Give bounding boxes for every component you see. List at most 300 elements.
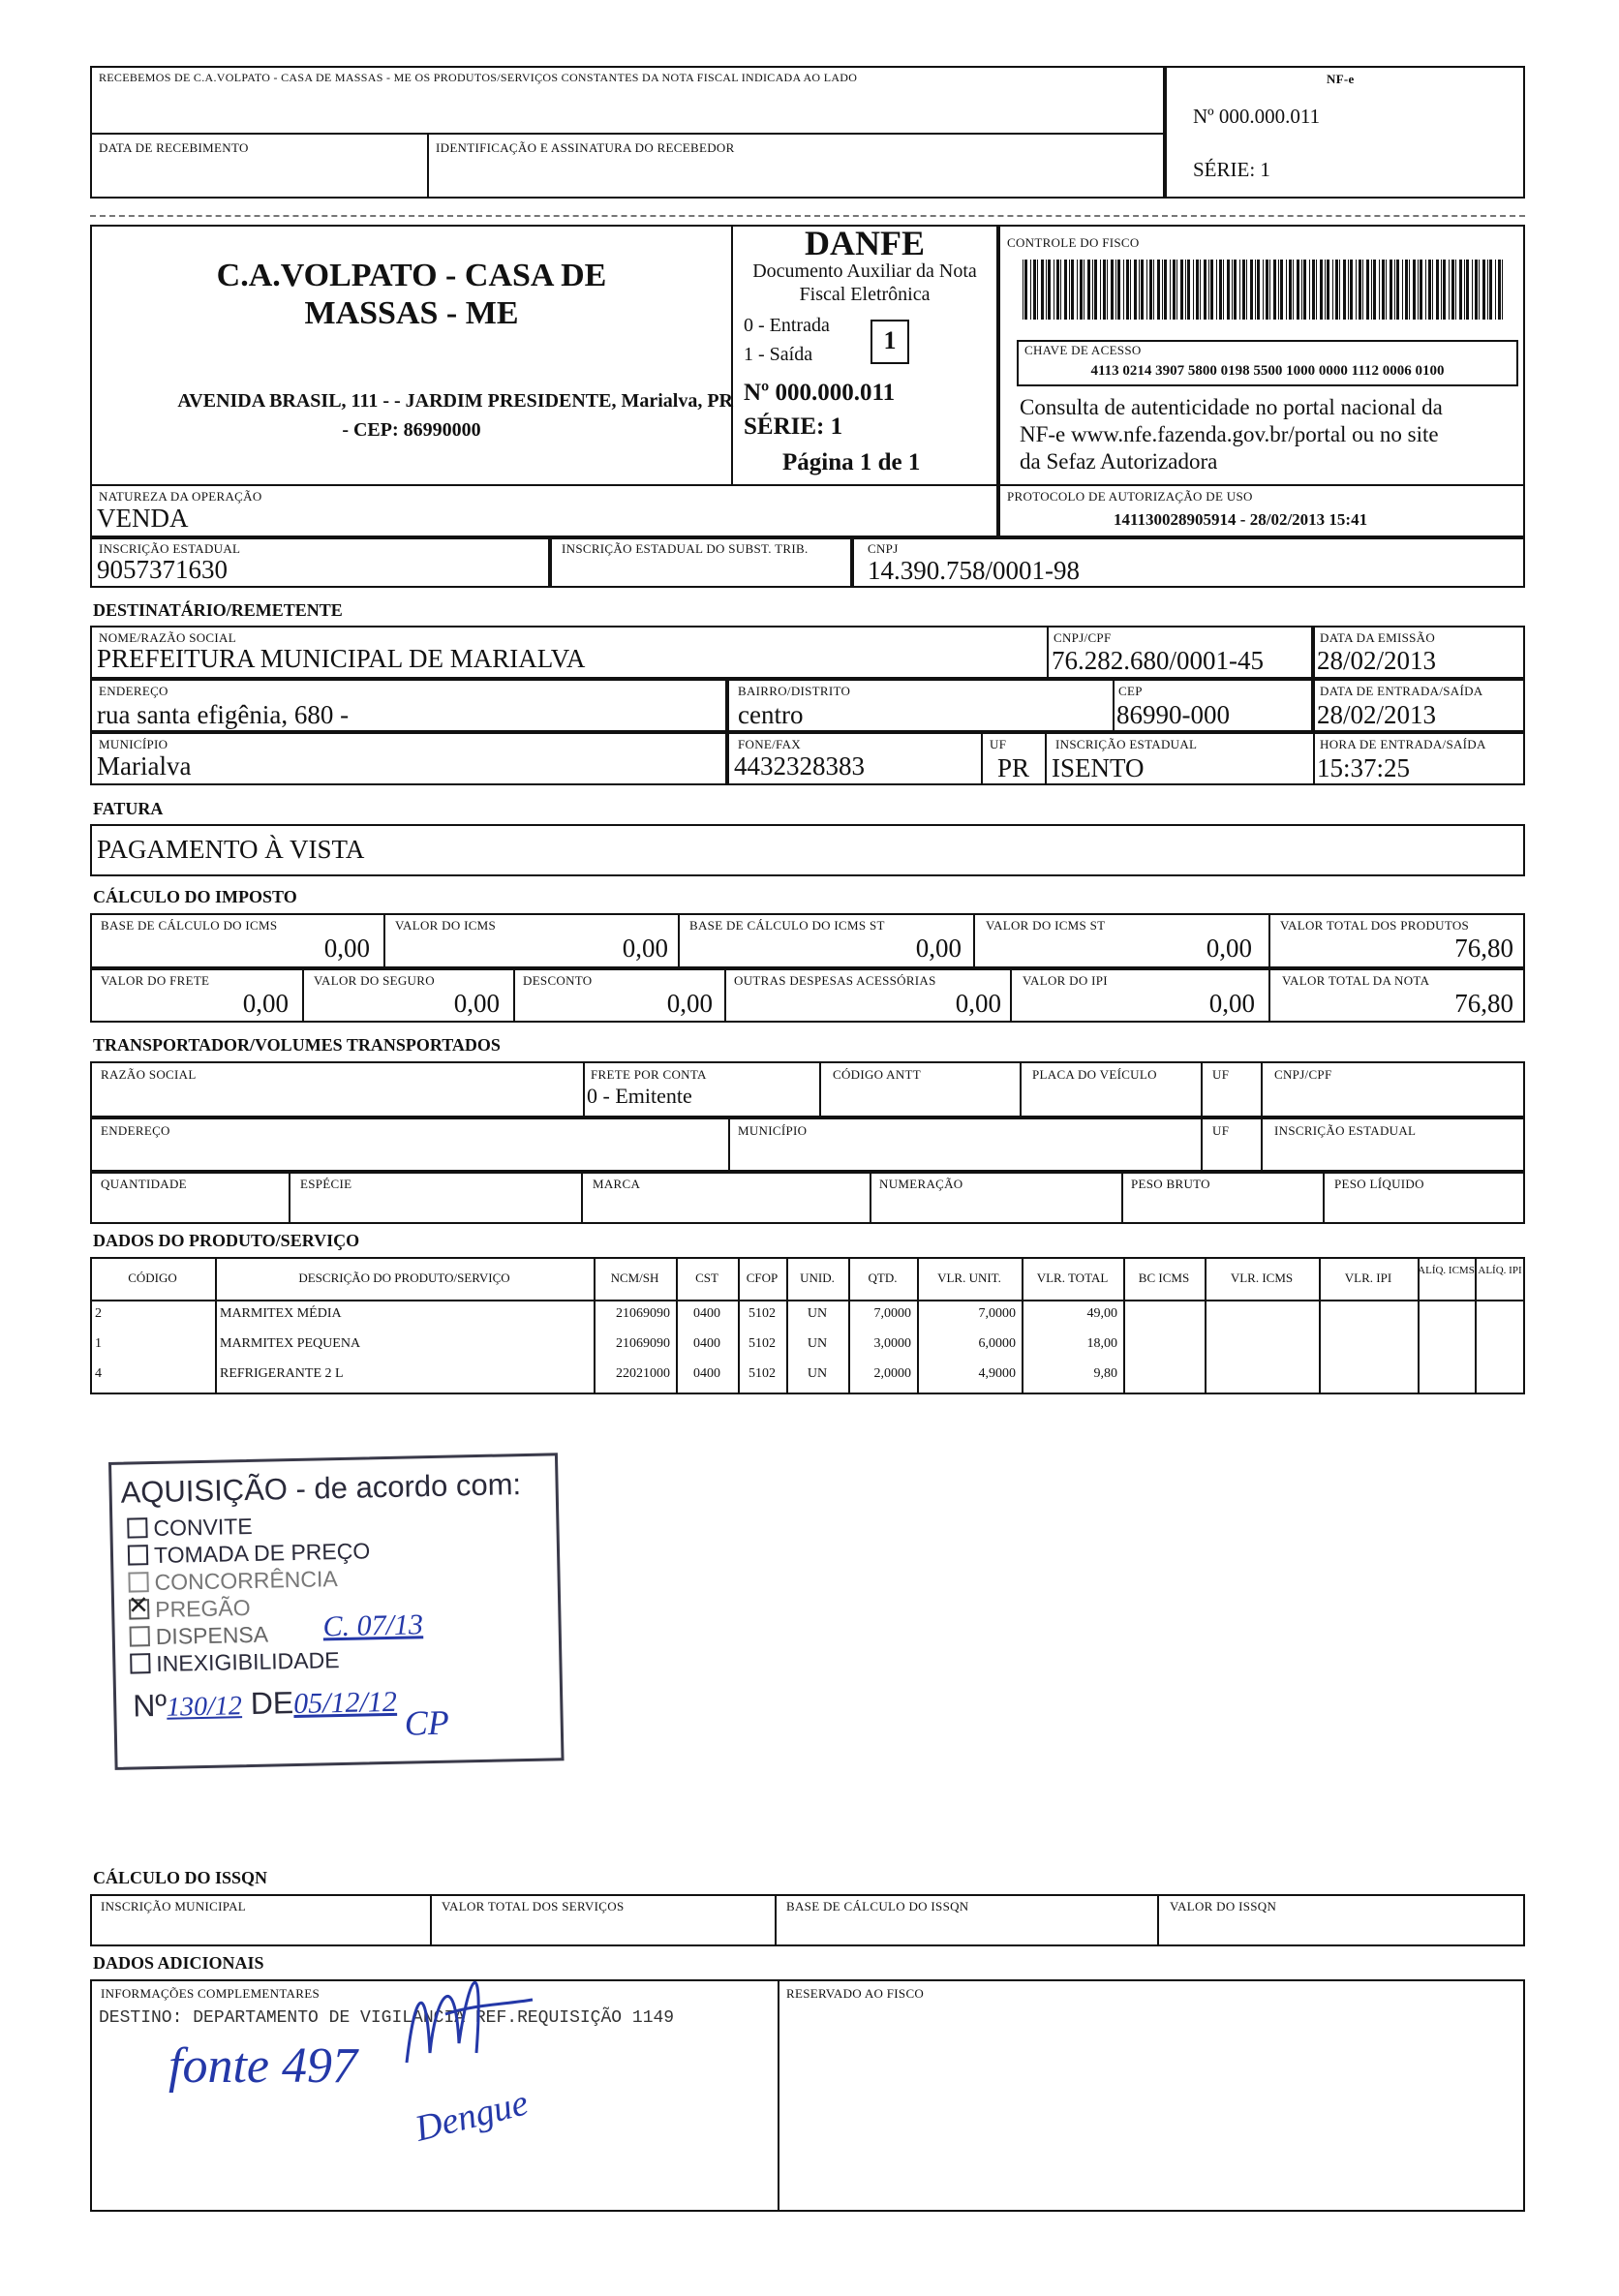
barcode-bar [1087,260,1090,320]
antt-label: CÓDIGO ANTT [833,1067,922,1082]
recipient-cnpj-label: CNPJ/CPF [1054,630,1112,645]
issqn-im-label: INSCRIÇÃO MUNICIPAL [101,1899,247,1913]
barcode-bar [1320,260,1323,320]
district-label: BAIRRO/DISTRITO [738,684,851,698]
tr-div-11 [870,1172,871,1224]
access-key: 4113 0214 3907 5800 0198 5500 1000 0000 1112 0006 0100 [1090,363,1445,379]
emission-label: DATA DA EMISSÃO [1320,630,1436,645]
ie-value: 9057371630 [97,555,228,584]
barcode-bar [1162,260,1163,320]
product-cell-unit-value: 7,0000 [978,1306,1016,1321]
ie-st-label: INSCRIÇÃO ESTADUAL DO SUBST. TRIB. [562,541,809,556]
time-value: 15:37:25 [1317,753,1411,782]
signature-scribble [387,1937,542,2072]
barcode-bar [1382,260,1385,320]
icms-st-value: 0,00 [1206,934,1252,963]
barcode-bar [1394,260,1395,320]
stamp-option-concorrencia [128,1568,338,1595]
product-cell-code: 2 [95,1306,102,1321]
products-header-unit-value: VLR. UNIT. [937,1270,1001,1285]
stamp-option-3: CONCORRÊNCIA [154,1566,338,1596]
cut-line [90,215,1525,217]
transport-section: TRANSPORTADOR/VOLUMES TRANSPORTADOS [93,1035,501,1055]
reserved-box [778,1979,1525,2212]
city-value: Marialva [97,751,192,781]
address-value: rua santa efigênia, 680 - [97,700,350,729]
phone-label: FONE/FAX [738,737,802,751]
nfe-number: Nº 000.000.011 [1193,105,1321,128]
barcode-bar [1366,260,1369,320]
stamp-de: DE [250,1685,294,1721]
product-cell-description: MARMITEX MÉDIA [220,1306,342,1321]
tax-div-7 [724,968,726,1023]
barcode-bar [1390,260,1392,320]
products-header-aliq-icms: ALÍQ. ICMS [1418,1265,1475,1276]
barcode-bar [1134,260,1137,320]
barcode-bar [1489,260,1492,320]
recipient-ie-label: INSCRIÇÃO ESTADUAL [1055,737,1198,751]
tax-div-1 [383,913,385,968]
danfe-title: DANFE [805,224,925,262]
barcode-bar [1273,260,1276,320]
stamp-option-tomada [128,1540,371,1567]
recipient-cnpj: 76.282.680/0001-45 [1052,646,1264,675]
barcode-bar [1348,260,1349,320]
handwritten-dengue: Dengue [411,2082,533,2150]
barcode-bar [1170,260,1171,320]
products-header-icms-value: VLR. ICMS [1230,1270,1294,1285]
barcode-bar [1266,260,1268,320]
recipient-ie: ISENTO [1052,753,1145,782]
barcode-bar [1482,260,1485,320]
numbering-label: NUMERAÇÃO [879,1177,963,1191]
barcode-bar [1332,260,1333,320]
icms-value: 0,00 [622,934,668,963]
stamp-option-1: CONVITE [153,1513,253,1542]
product-cell-ncm: 21069090 [616,1306,670,1321]
stamp-c-number [322,1610,423,1641]
barcode-bar [1060,260,1061,320]
products-header-qty: QTD. [868,1270,898,1285]
tax-section: CÁLCULO DO IMPOSTO [93,887,297,906]
danfe-exit: 1 - Saída [744,344,813,365]
total-label: VALOR TOTAL DA NOTA [1282,973,1430,988]
products-header-cfop: CFOP [746,1270,779,1285]
stamp-option-5: DISPENSA [155,1621,269,1650]
tax-div-6 [513,968,515,1023]
barcode-bar [1495,260,1496,320]
nfe-series: SÉRIE: 1 [1193,158,1270,181]
barcode-bar [1176,260,1177,320]
stamp-option-pregao [127,1590,251,1623]
barcode-bar [1041,260,1044,320]
product-cell-ncm: 21069090 [616,1336,670,1351]
product-cell-code: 4 [95,1366,102,1381]
acquisition-stamp [108,1453,563,1770]
canhoto-divider-v [427,133,429,199]
invoice-section: FATURA [93,799,164,818]
barcode-bar [1046,260,1047,320]
product-cell-unit-value: 4,9000 [978,1366,1016,1381]
barcode-bar [1126,260,1129,320]
products-header-total-value: VLR. TOTAL [1036,1270,1109,1285]
stamp-option-4: PREGÃO [154,1594,251,1623]
barcode-bar [1196,260,1199,320]
barcode-bar [1100,260,1101,320]
product-cell-description: MARMITEX PEQUENA [220,1336,361,1351]
barcode-bar [1386,260,1387,320]
tr-div-1 [583,1061,585,1117]
barcode-bar [1441,260,1442,320]
additional-info-label: INFORMAÇÕES COMPLEMENTARES [101,1986,320,2001]
barcode-bar [1223,260,1224,320]
products-header-description: DESCRIÇÃO DO PRODUTO/SERVIÇO [298,1270,510,1285]
products-value: 76,80 [1454,934,1513,963]
phone-value: 4432328383 [734,751,865,781]
freight-by-value: 0 - Emitente [587,1084,692,1108]
transport-cnpj-label: CNPJ/CPF [1274,1067,1332,1082]
cep-value: 86990-000 [1116,700,1230,729]
canhoto-statement: RECEBEMOS DE C.A.VOLPATO - CASA DE MASSAS - ME OS PRODUTOS/SERVIÇOS CONSTANTES DA NOTA FISCAL INDICADA AO LADO [99,71,858,84]
barcode-bar [1030,260,1031,320]
barcode-bar [1432,260,1433,320]
barcode-bar [1111,260,1114,320]
additional-section: DADOS ADICIONAIS [93,1953,264,1973]
barcode-bar [1141,260,1144,320]
district-value: centro [738,700,804,729]
barcode-bar [1436,260,1439,320]
stamp-option-convite [127,1515,253,1541]
checkbox-icon [128,1545,148,1565]
qty-label: QUANTIDADE [101,1177,187,1191]
entry-date: 28/02/2013 [1317,700,1437,729]
barcode-bar [1024,260,1027,320]
uf-value: PR [997,753,1030,782]
tax-div-2 [678,913,680,968]
consult-line-3: da Sefaz Autorizadora [1020,449,1218,474]
ipi-label: VALOR DO IPI [1023,973,1108,988]
barcode-bar [1164,260,1167,320]
base-icms-label: BASE DE CÁLCULO DO ICMS [101,918,278,933]
barcode-bar [1479,260,1480,320]
nfe-label: NF-e [1327,72,1355,86]
canhoto-date-label: DATA DE RECEBIMENTO [99,140,249,155]
checkbox-icon [127,1517,147,1538]
consult-line-2: NF-e www.nfe.fazenda.gov.br/portal ou no site [1020,422,1439,446]
products-header-aliq-ipi: ALÍQ. IPI [1478,1265,1522,1276]
barcode-bar [1257,260,1260,320]
barcode-bar [1359,260,1361,320]
barcode-bar [1303,260,1306,320]
discount-value: 0,00 [666,989,713,1018]
barcode-bar [1117,260,1120,320]
barcode-bar [1071,260,1074,320]
freight-value: 0,00 [242,989,289,1018]
barcode-bar [1234,260,1237,320]
stamp-handwritten-date: 05/12/12 [292,1685,398,1721]
time-label: HORA DE ENTRADA/SAÍDA [1320,737,1486,751]
other-label: OUTRAS DESPESAS ACESSÓRIAS [734,973,936,988]
danfe-subtitle-1: Documento Auxiliar da Nota [752,260,977,282]
barcode-bar [1475,260,1478,320]
barcode-bar [1208,260,1209,320]
product-cell-unit: UN [807,1366,828,1381]
barcode-bar [1428,260,1431,320]
products-section: DADOS DO PRODUTO/SERVIÇO [93,1231,360,1250]
protocol-value: 141130028905914 - 28/02/2013 15:41 [1114,510,1368,529]
emitter-address-1: AVENIDA BRASIL, 111 - - JARDIM PRESIDENTE, Marialva, PR [177,390,733,412]
transport-ie-label: INSCRIÇÃO ESTADUAL [1274,1123,1417,1138]
barcode-bar [1373,260,1376,320]
barcode-bar [1263,260,1264,320]
product-cell-cst: 0400 [693,1366,720,1381]
danfe-type-value: 1 [883,326,897,354]
barcode-bar [1246,260,1247,320]
stamp-option-2: TOMADA DE PREÇO [153,1538,371,1569]
freight-by-label: FRETE POR CONTA [591,1067,707,1082]
product-cell-ncm: 22021000 [616,1366,670,1381]
carrier-name-label: RAZÃO SOCIAL [101,1067,197,1082]
product-cell-total-value: 9,80 [1093,1366,1117,1381]
base-st-value: 0,00 [915,934,962,963]
barcode-bar [1309,260,1310,320]
icms-st-label: VALOR DO ICMS ST [986,918,1106,933]
invoice-text: PAGAMENTO À VISTA [97,835,365,864]
barcode-bar [1343,260,1346,320]
barcode-bar [1464,260,1465,320]
product-cell-unit: UN [807,1336,828,1351]
barcode-bar [1123,260,1124,320]
barcode-bar [1502,260,1503,320]
barcode-bar [1157,260,1160,320]
tr-div-10 [581,1172,583,1224]
tr-div-4 [1201,1061,1203,1117]
barcode-bar [1107,260,1108,320]
barcode-bar [1286,260,1287,320]
tr-div-13 [1323,1172,1325,1224]
barcode-bar [1064,260,1067,320]
barcode-bar [1193,260,1194,320]
product-cell-cst: 0400 [693,1336,720,1351]
barcode-bar [1327,260,1329,320]
issqn-section: CÁLCULO DO ISSQN [93,1868,268,1887]
freight-label: VALOR DO FRETE [101,973,210,988]
transport-city-label: MUNICÍPIO [738,1123,808,1138]
barcode-bar [1371,260,1372,320]
emission-date: 28/02/2013 [1317,646,1437,675]
barcode-bar [1077,260,1078,320]
stamp-title: AQUISIÇÃO - de acordo com: [120,1467,522,1510]
barcode-bar [1405,260,1408,320]
gross-weight-label: PESO BRUTO [1131,1177,1210,1191]
barcode-bar [1280,260,1283,320]
cnpj-value: 14.390.758/0001-98 [868,556,1080,585]
stamp-signature: CP [404,1702,450,1743]
canhoto-divider [90,133,1165,135]
barcode [1023,260,1507,320]
barcode-bar [1356,260,1357,320]
barcode-bar [1297,260,1299,320]
products-col-divider [1418,1257,1420,1394]
reserved-label: RESERVADO AO FISCO [786,1986,925,2001]
barcode-bar [1239,260,1240,320]
tr-div-2 [819,1061,821,1117]
recipient-section: DESTINATÁRIO/REMETENTE [93,600,343,620]
products-header-cst: CST [695,1270,718,1285]
ie-label: INSCRIÇÃO ESTADUAL [99,541,241,556]
barcode-bar [1472,260,1473,320]
barcode-bar [1420,260,1422,320]
tr-div-6 [728,1117,730,1172]
barcode-bar [1103,260,1106,320]
barcode-bar [1037,260,1038,320]
product-cell-cfop: 5102 [748,1336,776,1351]
product-cell-cfop: 5102 [748,1306,776,1321]
brand-label: MARCA [593,1177,641,1191]
products-header-unit: UNID. [800,1270,835,1285]
barcode-bar [1350,260,1353,320]
nature-value: VENDA [97,504,189,533]
product-cell-qty: 3,0000 [873,1336,911,1351]
barcode-bar [1210,260,1213,320]
canhoto-sign-label: IDENTIFICAÇÃO E ASSINATURA DO RECEBEDOR [436,140,735,155]
product-cell-total-value: 49,00 [1086,1306,1117,1321]
barcode-bar [1413,260,1416,320]
tr-div-8 [1261,1117,1263,1172]
barcode-bar [1293,260,1294,320]
barcode-bar [1335,260,1338,320]
products-col-divider [1475,1257,1477,1394]
insurance-value: 0,00 [453,989,500,1018]
barcode-bar [1487,260,1488,320]
products-header-bc-icms: BC ICMS [1138,1270,1190,1285]
barcode-bar [1316,260,1317,320]
city-label: MUNICÍPIO [99,737,168,751]
issqn-services-label: VALOR TOTAL DOS SERVIÇOS [442,1899,625,1913]
emitter-name-1: C.A.VOLPATO - CASA DE [216,258,607,293]
tax-div-5 [302,968,304,1023]
barcode-bar [1216,260,1217,320]
ipi-value: 0,00 [1208,989,1255,1018]
issqn-value-label: VALOR DO ISSQN [1170,1899,1277,1913]
issqn-base-label: BASE DE CÁLCULO DO ISSQN [786,1899,969,1913]
barcode-bar [1418,260,1419,320]
danfe-page: Página 1 de 1 [782,449,921,475]
recipient-name: PREFEITURA MUNICIPAL DE MARIALVA [97,644,586,673]
barcode-bar [1425,260,1426,320]
barcode-bar [1362,260,1363,320]
discount-label: DESCONTO [523,973,593,988]
cep-label: CEP [1118,684,1143,698]
entry-date-label: DATA DE ENTRADA/SAÍDA [1320,684,1483,698]
products-header-code: CÓDIGO [128,1270,177,1285]
uf-label: UF [990,737,1007,751]
consult-line-1: Consulta de autenticidade no portal nacional da [1020,395,1443,419]
barcode-bar [1325,260,1326,320]
barcode-bar [1139,260,1140,320]
barcode-bar [1200,260,1201,320]
product-cell-cfop: 5102 [748,1366,776,1381]
barcode-bar [1250,260,1253,320]
barcode-bar [1080,260,1083,320]
barcode-bar [1173,260,1176,320]
barcode-bar [1242,260,1245,320]
base-icms-value: 0,00 [323,934,370,963]
barcode-bar [1312,260,1315,320]
barcode-bar [1402,260,1403,320]
product-cell-unit: UN [807,1306,828,1321]
address-label: ENDEREÇO [99,684,168,698]
checked-box-icon: ✕ [127,1590,150,1620]
tax-div-4 [1268,913,1270,968]
emitter-address-2: - CEP: 86990000 [342,419,481,441]
barcode-bar [1278,260,1279,320]
barcode-bar [1180,260,1183,320]
danfe-series: SÉRIE: 1 [744,413,843,440]
barcode-bar [1443,260,1446,320]
product-cell-qty: 7,0000 [873,1306,911,1321]
barcode-bar [1466,260,1469,320]
barcode-bar [1187,260,1190,320]
products-header-ipi-value: VLR. IPI [1344,1270,1392,1285]
stamp-number-line [133,1685,397,1723]
tax-div-8 [1010,968,1012,1023]
transport-uf-label: UF [1212,1067,1230,1082]
danfe-entry: 0 - Entrada [744,315,830,336]
checkbox-icon [130,1653,150,1673]
barcode-bar [1498,260,1501,320]
tr-div-7 [1201,1117,1203,1172]
plate-label: PLACA DO VEÍCULO [1032,1067,1157,1082]
cnpj-label: CNPJ [868,541,899,556]
base-st-label: BASE DE CÁLCULO DO ICMS ST [689,918,885,933]
barcode-bar [1455,260,1456,320]
recipient-name-label: NOME/RAZÃO SOCIAL [99,630,236,645]
barcode-bar [1153,260,1154,320]
barcode-bar [1185,260,1186,320]
barcode-bar [1232,260,1233,320]
barcode-bar [1449,260,1450,320]
barcode-bar [1301,260,1302,320]
checkbox-icon [130,1626,150,1646]
barcode-bar [1227,260,1230,320]
stamp-handwritten-c: C. 07/13 [322,1608,424,1643]
protocol-label: PROTOCOLO DE AUTORIZAÇÃO DE USO [1007,489,1253,504]
barcode-bar [1451,260,1454,320]
net-weight-label: PESO LÍQUIDO [1334,1177,1424,1191]
transport-address-label: ENDEREÇO [101,1123,170,1138]
nature-label: NATUREZA DA OPERAÇÃO [99,489,262,504]
barcode-bar [1339,260,1340,320]
danfe-number: Nº 000.000.011 [744,380,896,406]
barcode-bar [1048,260,1051,320]
barcode-bar [1069,260,1070,320]
barcode-bar [1130,260,1131,320]
stamp-option-6: INEXIGIBILIDADE [156,1647,340,1677]
species-label: ESPÉCIE [300,1177,352,1191]
transport-uf2-label: UF [1212,1123,1230,1138]
access-key-label: CHAVE DE ACESSO [1024,343,1142,357]
barcode-bar [1092,260,1093,320]
barcode-bar [1219,260,1222,320]
product-cell-qty: 2,0000 [873,1366,911,1381]
stamp-option-dispensa [130,1621,269,1650]
product-cell-description: REFRIGERANTE 2 L [220,1366,344,1381]
barcode-bar [1396,260,1399,320]
product-cell-code: 1 [95,1336,102,1351]
barcode-bar [1115,260,1116,320]
barcode-bar [1146,260,1147,320]
